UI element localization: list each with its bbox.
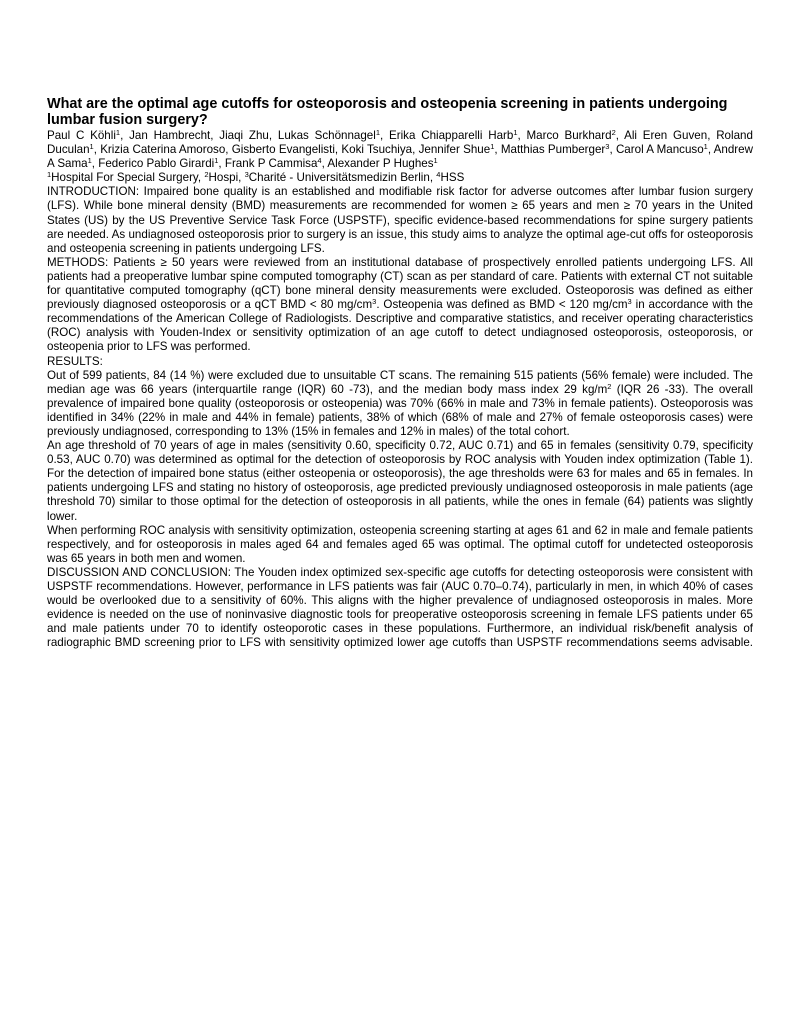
affiliation-marker: 2	[204, 170, 209, 180]
affiliation-list	[47, 171, 753, 185]
affiliation-name: Hospi	[208, 171, 239, 185]
methods-text: . Osteopenia was defined as BMD < 120 mg/cm	[376, 298, 628, 312]
results-heading: RESULTS:	[47, 354, 103, 368]
author-name: Frank P Cammisa	[224, 157, 318, 171]
abstract-title: What are the optimal age cutoffs for osteoporosis and osteopenia screening in patients undergoing lumbar fusion surgery?	[47, 96, 728, 128]
affiliation-separator: ,	[238, 171, 245, 185]
author-affiliation-marker: 1	[433, 156, 438, 166]
affiliation-name: Hospital For Special Surgery	[51, 171, 198, 185]
author-separator: ,	[91, 157, 99, 171]
author-affiliation-marker: 2	[611, 128, 616, 137]
author-list	[47, 129, 753, 171]
affiliation-name: Charité - Universitätsmedizin Berlin	[248, 171, 430, 185]
affiliation-marker: 3	[244, 170, 249, 180]
author-affiliation-marker: 1	[490, 142, 495, 152]
author-separator: ,	[334, 143, 342, 157]
affiliation-separator: ,	[429, 171, 437, 185]
author-affiliation-marker: 1	[375, 128, 381, 137]
author-affiliation-marker: 1	[214, 156, 219, 166]
results-paragraph: An age threshold of 70 years of age in males (sensitivity 0.60, specificity 0.72, AUC 0.71) and 65 in females (sensitivity 0.79, specificity 0.53, AUC 0.70) was determined as optimal for the detection of osteoporosis by ROC analysis with Youden index optimization (Table 1). For the detection of impaired bone status (either osteopenia or osteoporosis), the age thresholds were 63 for males and 65 in females. In patients undergoing LFS and stating no history of osteoporosis, age predicted previously undiagnosed osteoporosis in male patients (age threshold 70) similar to those optimal for the detection of osteoporosis in all patients, while the ones in female (64) patients was slightly lower.	[47, 439, 753, 523]
methods-text: in accordance with the recommendations of the American College of Radiologists. Descriptive and comparative statistics, and receiver operating characteristics (ROC) analysis with Youden-Index or sensitivity optimization of an age cutoff to detect undiagnosed osteoporosis, osteoporosis, or osteopenia prior to LFS was performed.	[47, 298, 753, 354]
author-separator: ,	[321, 157, 328, 171]
author-name: Gisberto Evangelisti	[231, 143, 335, 157]
affiliation-name: HSS	[440, 171, 465, 185]
affiliation-separator: ,	[197, 171, 205, 185]
author-separator: ,	[615, 129, 625, 142]
author-name: Roland Duculan	[47, 129, 753, 157]
author-name: Jiaqi Zhu	[219, 129, 269, 142]
introduction-paragraph: INTRODUCTION: Impaired bone quality is an established and modifiable risk factor for adverse outcomes after lumbar fusion surgery (LFS). While bone mineral density (BMD) measurements are recommended for women ≥ 65 years and men ≥ 70 years in the United States (US) by the US Preventive Service Task Force (USPSTF), specific evidence-based recommendations for spine surgery patients are needed. As undiagnosed osteoporosis prior to surgery is an issue, this study aims to analyze the optimal age-cut offs for osteoporosis and osteopenia screening in patients undergoing LFS.	[47, 185, 753, 255]
author-separator: ,	[218, 157, 225, 171]
author-separator: ,	[707, 129, 717, 142]
methods-superscript: 3	[372, 297, 377, 307]
results-text: (IQR 26 -33). The overall prevalence of impaired bone quality (osteoporosis or osteopenia) was 70% (66% in male and 73% in female patients). Osteoporosis was identified in 34% (22% in male and 44% in female) patients, 38% of which (68% of male and 27% of female osteoporosis cases) were previously undiagnosed, corresponding to 13% (15% in females and 12% in males) of the total cohort.	[47, 382, 753, 438]
abstract-page	[47, 96, 753, 650]
author-affiliation-marker: 4	[317, 156, 322, 166]
author-affiliation-marker: 3	[605, 142, 610, 152]
author-affiliation-marker: 1	[513, 128, 518, 137]
author-name: Matthias Pumberger	[500, 143, 606, 157]
author-separator: ,	[380, 129, 390, 142]
author-affiliation-marker: 1	[115, 128, 121, 137]
author-name: Jan Hambrecht	[129, 129, 211, 142]
abstract-body	[47, 129, 753, 650]
author-name: Ali Eren Guven	[624, 129, 708, 142]
methods-paragraph	[47, 256, 753, 355]
author-separator: ,	[707, 143, 714, 157]
author-separator: ,	[517, 129, 527, 142]
results-superscript: 2	[607, 381, 612, 391]
results-paragraph	[47, 369, 753, 439]
author-separator: ,	[268, 129, 278, 142]
author-name: Erika Chiapparelli Harb	[389, 129, 514, 142]
author-affiliation-marker: 1	[89, 142, 94, 152]
author-separator: ,	[609, 143, 616, 157]
author-separator: ,	[120, 129, 130, 142]
author-name: Lukas Schönnagel	[277, 129, 376, 142]
author-name: Alexander P Hughes	[327, 157, 434, 171]
author-name: Carol A Mancuso	[615, 143, 704, 157]
author-separator: ,	[210, 129, 220, 142]
affiliation-marker: 1	[47, 170, 52, 180]
results-text: Out of 599 patients, 84 (14 %) were excluded due to unsuitable CT scans. The remaining 515 patients (56% female) were included. The median age was 66 years (interquartile range (IQR) 60 -73), and the median body mass index 29 kg/m	[47, 368, 753, 396]
author-separator: ,	[93, 143, 101, 157]
author-name: Paul C Köhli	[47, 129, 116, 142]
methods-text: METHODS: Patients ≥ 50 years were reviewed from an institutional database of prospectively enrolled patients undergoing LFS. All patients had a preoperative lumbar spine computed tomography (CT) scan as per standard of care. Patients with external CT not suitable for quantitative computed tomography (qCT) bone mineral density measurements were excluded. Osteoporosis was defined as either previously diagnosed osteoporosis or a qCT BMD < 80 mg/cm	[47, 255, 753, 312]
author-name: Andrew A Sama	[47, 143, 753, 171]
author-separator: ,	[412, 143, 419, 157]
author-name: Federico Pablo Girardi	[98, 157, 215, 171]
affiliation-marker: 4	[436, 170, 441, 180]
author-affiliation-marker: 1	[703, 142, 708, 152]
author-name: Koki Tsuchiya	[341, 143, 413, 157]
methods-superscript: 3	[627, 297, 632, 307]
author-affiliation-marker: 1	[87, 156, 92, 166]
author-name: Jennifer Shue	[418, 143, 491, 157]
author-name: Marco Burkhard	[526, 129, 612, 142]
author-separator: ,	[494, 143, 501, 157]
author-name: Krizia Caterina Amoroso	[100, 143, 226, 157]
author-separator: ,	[225, 143, 232, 157]
discussion-paragraph: DISCUSSION AND CONCLUSION: The Youden index optimized sex-specific age cutoffs for detecting osteoporosis were consistent with USPSTF recommendations. However, performance in LFS patients was fair (AUC 0.70–0.74), particularly in men, in which 40% of cases would be overlooked due to a sensitivity of 60%. This aligns with the higher prevalence of undiagnosed osteoporosis in males. More evidence is needed on the use of noninvasive diagnostic tools for preoperative osteoporosis screening in female LFS patients under 65 and male patients under 70 to identify osteoporotic cases in these populations. Furthermore, an individual risk/benefit analysis of radiographic BMD screening prior to LFS with sensitivity optimized lower age cutoffs than USPSTF recommendations seems advisable.	[47, 565, 753, 650]
results-paragraph: When performing ROC analysis with sensitivity optimization, osteopenia screening starting at ages 61 and 62 in male and female patients respectively, and for osteoporosis in males aged 64 and females aged 65 was optimal. The optimal cutoff for undetected osteoporosis was 65 years in both men and women.	[47, 523, 753, 565]
